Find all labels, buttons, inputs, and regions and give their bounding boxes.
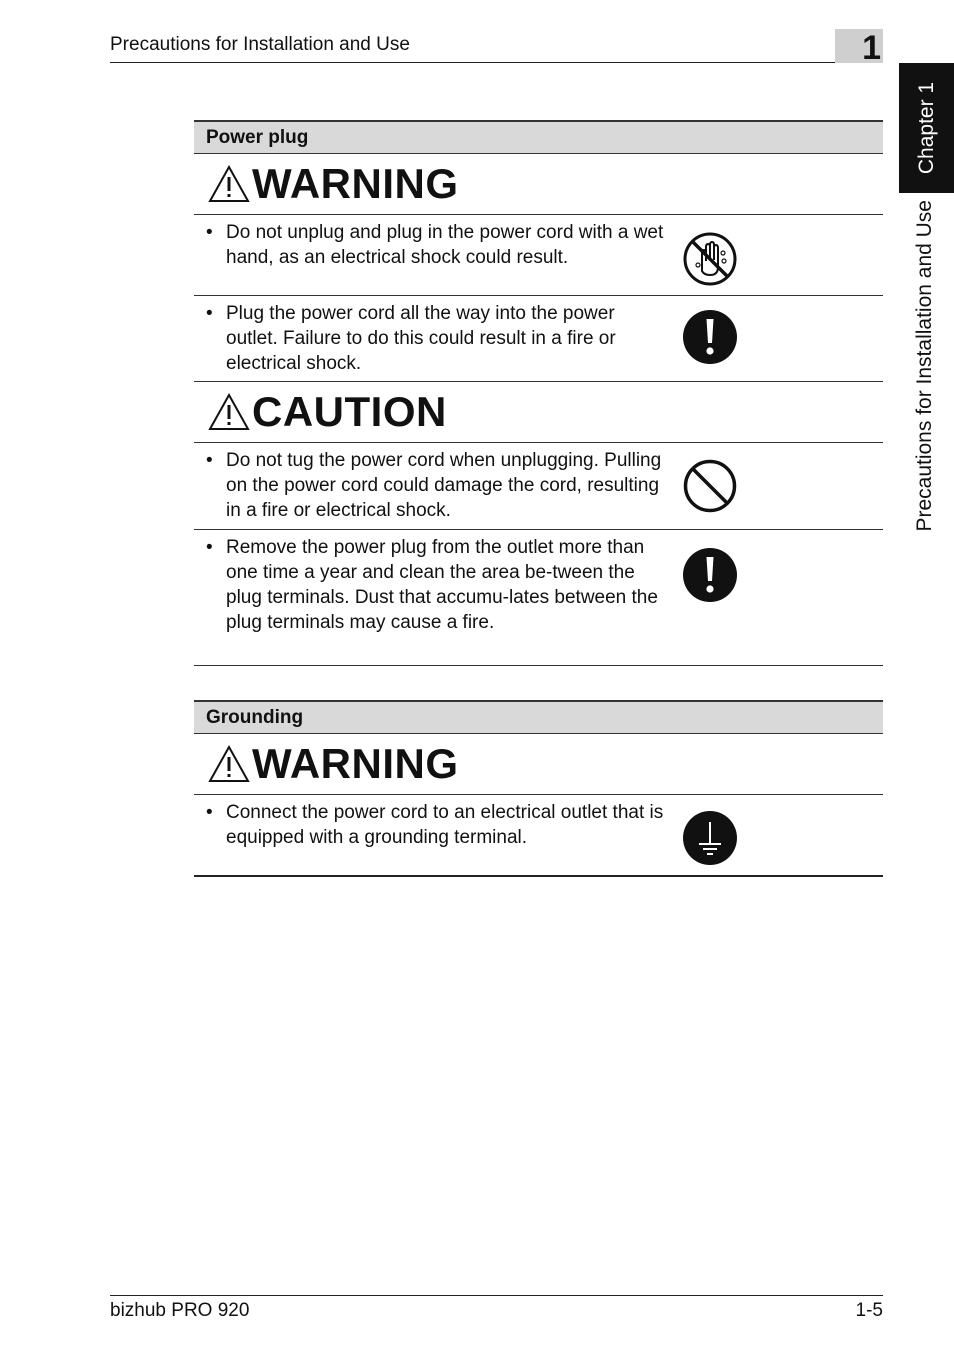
precaution-text: Remove the power plug from the outlet more than one time a year and clean the area be-tween the plug terminals. Dust that accumu-lates between the plug terminals may cause a fire.	[226, 537, 658, 633]
bullet: •	[206, 537, 213, 558]
precaution-item	[194, 215, 883, 296]
section-grounding	[194, 700, 883, 877]
signal-header-warning	[194, 734, 883, 795]
section-heading: Grounding	[194, 700, 883, 734]
signal-header-warning	[194, 154, 883, 215]
precaution-item	[194, 443, 883, 530]
chapter-tab-label: Chapter 1	[914, 81, 938, 175]
footer-divider	[110, 1295, 883, 1296]
signal-word: CAUTION	[252, 388, 447, 435]
chapter-number: 1	[862, 29, 881, 67]
warning-triangle-icon	[208, 393, 250, 431]
precaution-text: Do not unplug and plug in the power cord with a wet hand, as an electrical shock could result.	[226, 222, 664, 268]
bullet: •	[206, 303, 213, 324]
mandatory-action-icon	[682, 309, 738, 365]
section-power-plug	[194, 120, 883, 666]
precaution-text: Connect the power cord to an electrical outlet that is equipped with a grounding terminal.	[226, 802, 664, 848]
warning-triangle-icon	[208, 165, 250, 203]
no-wet-hands-icon	[682, 231, 738, 287]
section-side-label-text: Precautions for Installation and Use	[913, 200, 936, 532]
footer-product-name: bizhub PRO 920	[110, 1300, 250, 1321]
ground-connection-icon	[682, 810, 738, 866]
precaution-item	[194, 530, 883, 666]
signal-word: WARNING	[252, 160, 459, 207]
warning-triangle-icon	[208, 745, 250, 783]
precaution-item	[194, 795, 883, 877]
bullet: •	[206, 802, 213, 823]
running-header-title: Precautions for Installation and Use	[110, 34, 410, 55]
prohibited-icon	[682, 458, 738, 514]
section-heading: Power plug	[194, 120, 883, 154]
mandatory-action-icon	[682, 547, 738, 603]
bullet: •	[206, 222, 213, 243]
chapter-side-tab	[899, 63, 954, 193]
bullet: •	[206, 450, 213, 471]
precaution-item	[194, 296, 883, 382]
precaution-text: Plug the power cord all the way into the power outlet. Failure to do this could result in a fire or electrical shock.	[226, 303, 616, 374]
header-divider	[110, 62, 883, 63]
precaution-text: Do not tug the power cord when unplugging. Pulling on the power cord could damage the cord, resulting in a fire or electrical shock.	[226, 450, 662, 521]
signal-word: WARNING	[252, 740, 459, 787]
section-side-label	[905, 200, 945, 585]
chapter-number-box	[835, 29, 883, 67]
footer-page-number: 1-5	[855, 1300, 883, 1321]
signal-header-caution	[194, 382, 883, 443]
